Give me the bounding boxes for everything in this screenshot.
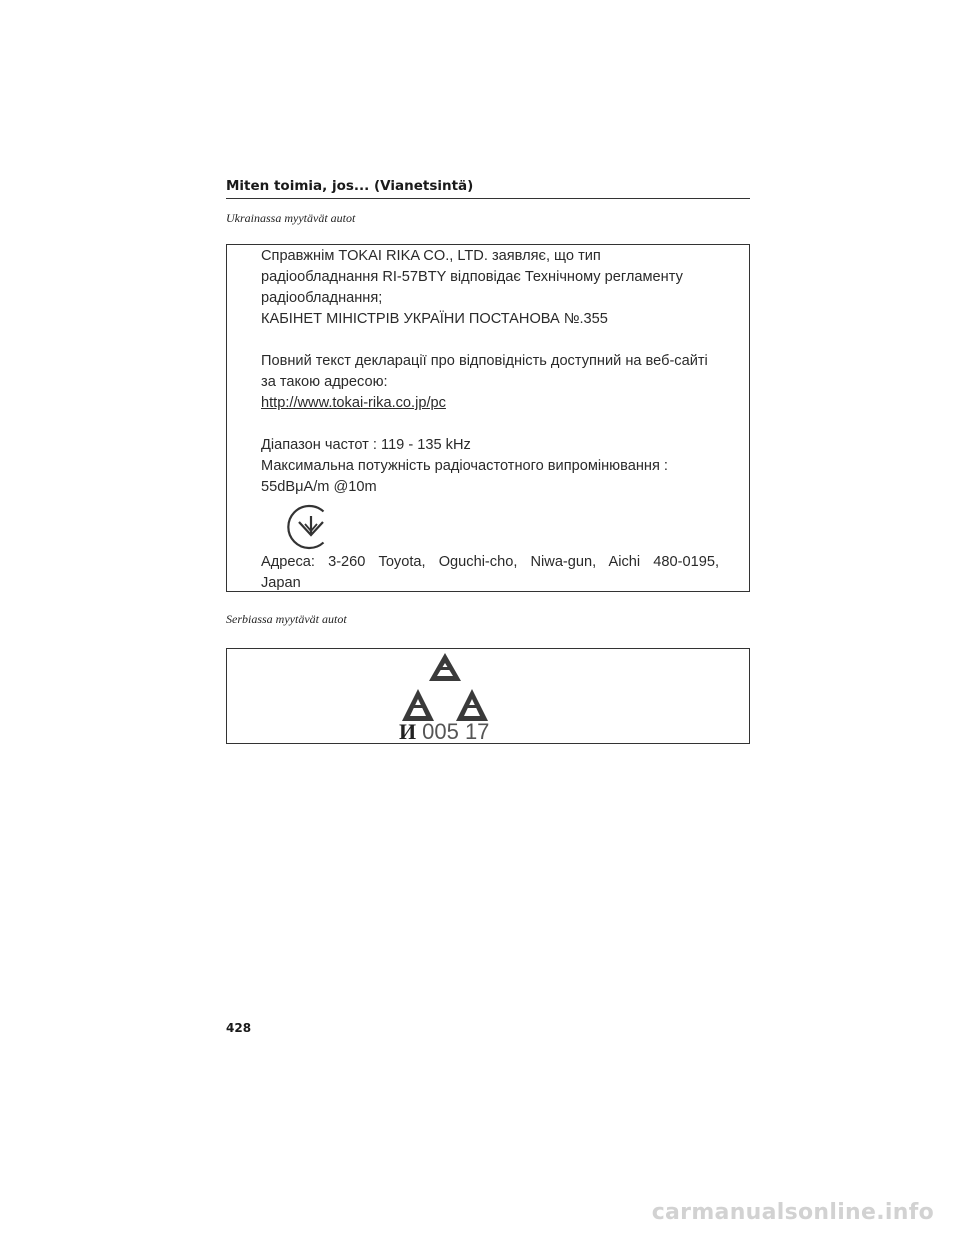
serbia-code-prefix: И bbox=[399, 719, 417, 744]
serbia-approval-code bbox=[399, 719, 489, 745]
declaration-line-1: Справжнім TOKAI RIKA CO., LTD. заявляє, що тип bbox=[261, 248, 601, 264]
ukrainian-conformity-mark-icon bbox=[285, 503, 337, 551]
full-text-line-1: Повний текст декларації про відповідність доступний на веб-сайті bbox=[261, 353, 708, 369]
ukraine-heading: Ukrainassa myytävät autot bbox=[226, 211, 356, 225]
declaration-line-2: радіообладнання RI-57BTY відповідає Технічному регламенту bbox=[261, 269, 683, 285]
ukraine-certification-box bbox=[226, 244, 750, 592]
declaration-url: http://www.tokai-rika.co.jp/pc bbox=[261, 395, 446, 411]
serbia-code-number: 005 17 bbox=[422, 719, 490, 744]
serbia-certification-box bbox=[226, 648, 750, 744]
serbia-heading: Serbiassa myytävät autot bbox=[226, 612, 347, 626]
serbian-triangles-mark-icon bbox=[397, 651, 493, 723]
declaration-line-3: радіообладнання; bbox=[261, 290, 383, 306]
page-number: 428 bbox=[226, 1021, 252, 1035]
address-line-2: Japan bbox=[261, 575, 301, 591]
max-power-line-2: 55dBμA/m @10m bbox=[261, 479, 377, 495]
section-header: Miten toimia, jos... (Vianetsintä) bbox=[226, 178, 750, 199]
frequency-range: Діапазон частот : 119 - 135 kHz bbox=[261, 437, 471, 453]
address-line-1: Адреса: 3-260 Toyota, Oguchi-cho, Niwa-gun, Aichi 480-0195, bbox=[261, 554, 719, 570]
regulation-line: КАБІНЕТ МІНІСТРІВ УКРАЇНИ ПОСТАНОВА №.355 bbox=[261, 311, 608, 327]
full-text-line-2: за такою адресою: bbox=[261, 374, 388, 390]
watermark: carmanualsonline.info bbox=[651, 1200, 934, 1225]
max-power-line-1: Максимальна потужність радіочастотного випромінювання : bbox=[261, 458, 668, 474]
